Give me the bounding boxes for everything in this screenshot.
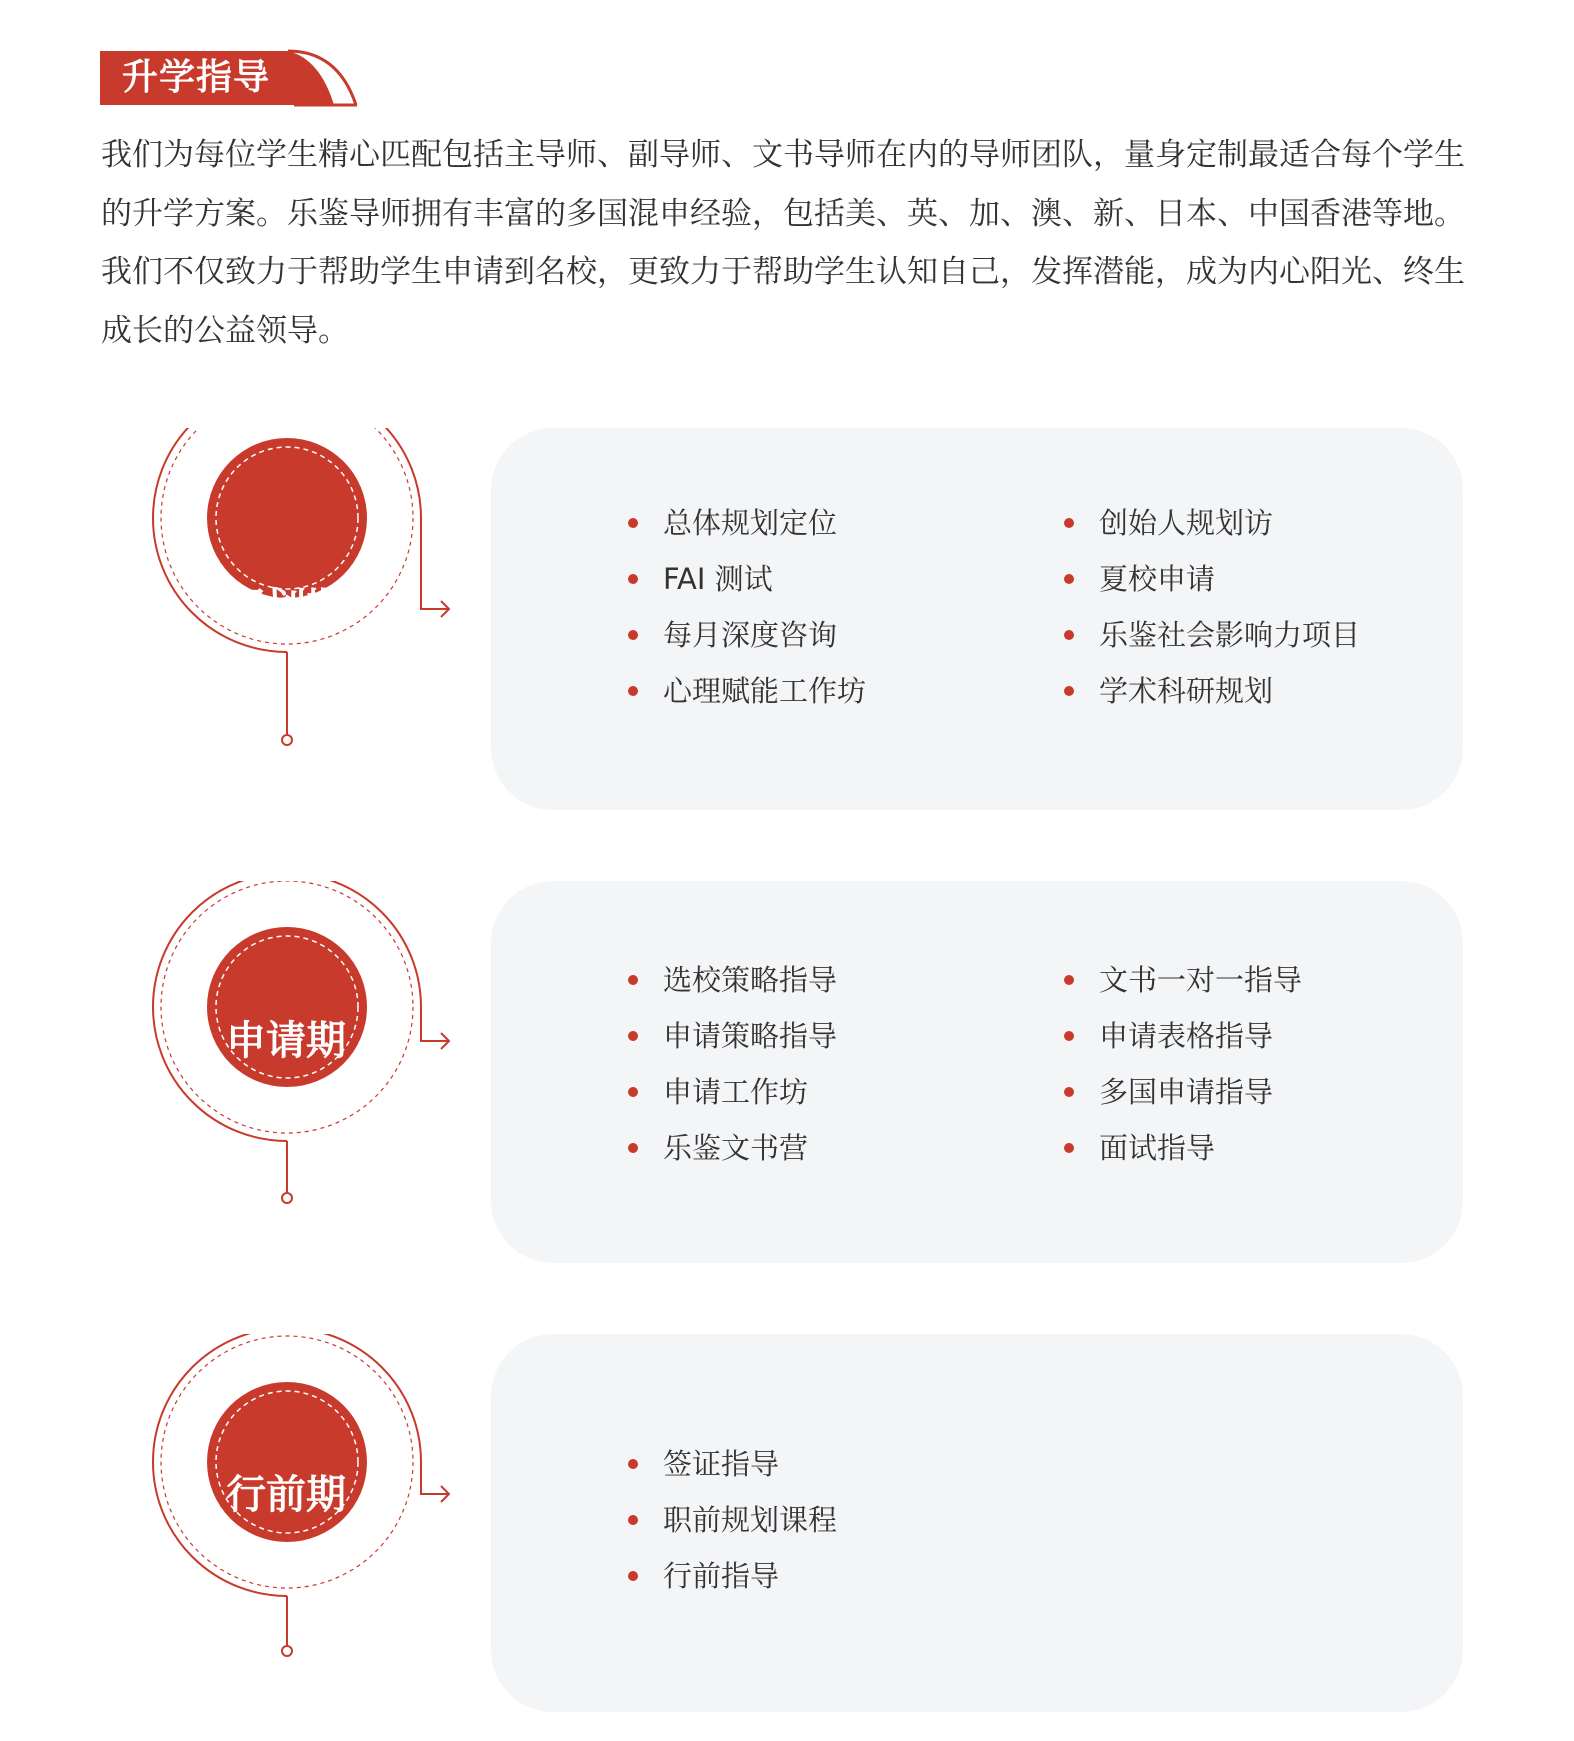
bullet-dot-icon: [1064, 975, 1074, 985]
list-item: 每月深度咨询: [628, 607, 866, 663]
phase-timeline-icon: [140, 881, 460, 1271]
bullet-dot-icon: [628, 574, 638, 584]
phase-right-list: [1064, 952, 1302, 1176]
bullet-dot-icon: [1064, 630, 1074, 640]
bullet-dot-icon: [1064, 574, 1074, 584]
phase-badge-label: 行前期: [226, 1472, 346, 1518]
list-item: 职前规划课程: [628, 1492, 837, 1548]
phase-timeline-icon: [140, 1334, 460, 1724]
list-item: 申请表格指导: [1064, 1008, 1302, 1064]
phase-left-list: [628, 1436, 837, 1604]
bullet-dot-icon: [1064, 1143, 1074, 1153]
intro-paragraph: 我们为每位学生精心匹配包括主导师、副导师、文书导师在内的导师团队，量身定制最适合每个学生的升学方案。乐鉴导师拥有丰富的多国混申经验，包括美、英、加、澳、新、日本、中国香港等地。我们不仅致力于帮助学生申请到名校，更致力于帮助学生认知自己，发挥潜能，成为内心阳光、终生成长的公益领导。: [101, 137, 1465, 349]
list-item: 乐鉴文书营: [628, 1120, 837, 1176]
bullet-dot-icon: [628, 1571, 638, 1581]
list-item: 心理赋能工作坊: [628, 663, 866, 719]
bullet-dot-icon: [1064, 1031, 1074, 1041]
bullet-dot-icon: [1064, 686, 1074, 696]
bullet-dot-icon: [628, 975, 638, 985]
phase-badge-label: 规划期: [226, 585, 346, 631]
bullet-dot-icon: [628, 1515, 638, 1525]
list-item: 创始人规划访: [1064, 495, 1360, 551]
list-item: 夏校申请: [1064, 551, 1360, 607]
phase-pre-departure: [0, 1334, 1574, 1734]
list-item: 行前指导: [628, 1548, 837, 1604]
list-item: 学术科研规划: [1064, 663, 1360, 719]
bullet-dot-icon: [628, 1087, 638, 1097]
bullet-dot-icon: [628, 630, 638, 640]
bullet-dot-icon: [628, 1143, 638, 1153]
list-item: 申请工作坊: [628, 1064, 837, 1120]
list-item: 选校策略指导: [628, 952, 837, 1008]
list-item: 乐鉴社会影响力项目: [1064, 607, 1360, 663]
bullet-dot-icon: [628, 686, 638, 696]
section-title: 升学指导: [122, 57, 271, 98]
bullet-dot-icon: [628, 1459, 638, 1469]
bullet-dot-icon: [628, 1031, 638, 1041]
phase-planning: [0, 428, 1574, 828]
phase-card: [491, 881, 1463, 1263]
phase-right-list: [1064, 495, 1360, 719]
bullet-dot-icon: [1064, 1087, 1074, 1097]
phase-badge-label: 申请期: [226, 1018, 346, 1064]
phase-card: [491, 1334, 1463, 1712]
list-item: 多国申请指导: [1064, 1064, 1302, 1120]
bullet-dot-icon: [628, 518, 638, 528]
list-item: FAI 测试: [628, 551, 866, 607]
bullet-dot-icon: [1064, 518, 1074, 528]
phase-left-list: [628, 952, 837, 1176]
list-item: 面试指导: [1064, 1120, 1302, 1176]
list-item: 文书一对一指导: [1064, 952, 1302, 1008]
phase-left-list: [628, 495, 866, 719]
phase-card: [491, 428, 1463, 810]
section-title-tab: [98, 49, 360, 107]
list-item: 申请策略指导: [628, 1008, 837, 1064]
list-item: 总体规划定位: [628, 495, 866, 551]
phase-application: [0, 881, 1574, 1281]
list-item: 签证指导: [628, 1436, 837, 1492]
